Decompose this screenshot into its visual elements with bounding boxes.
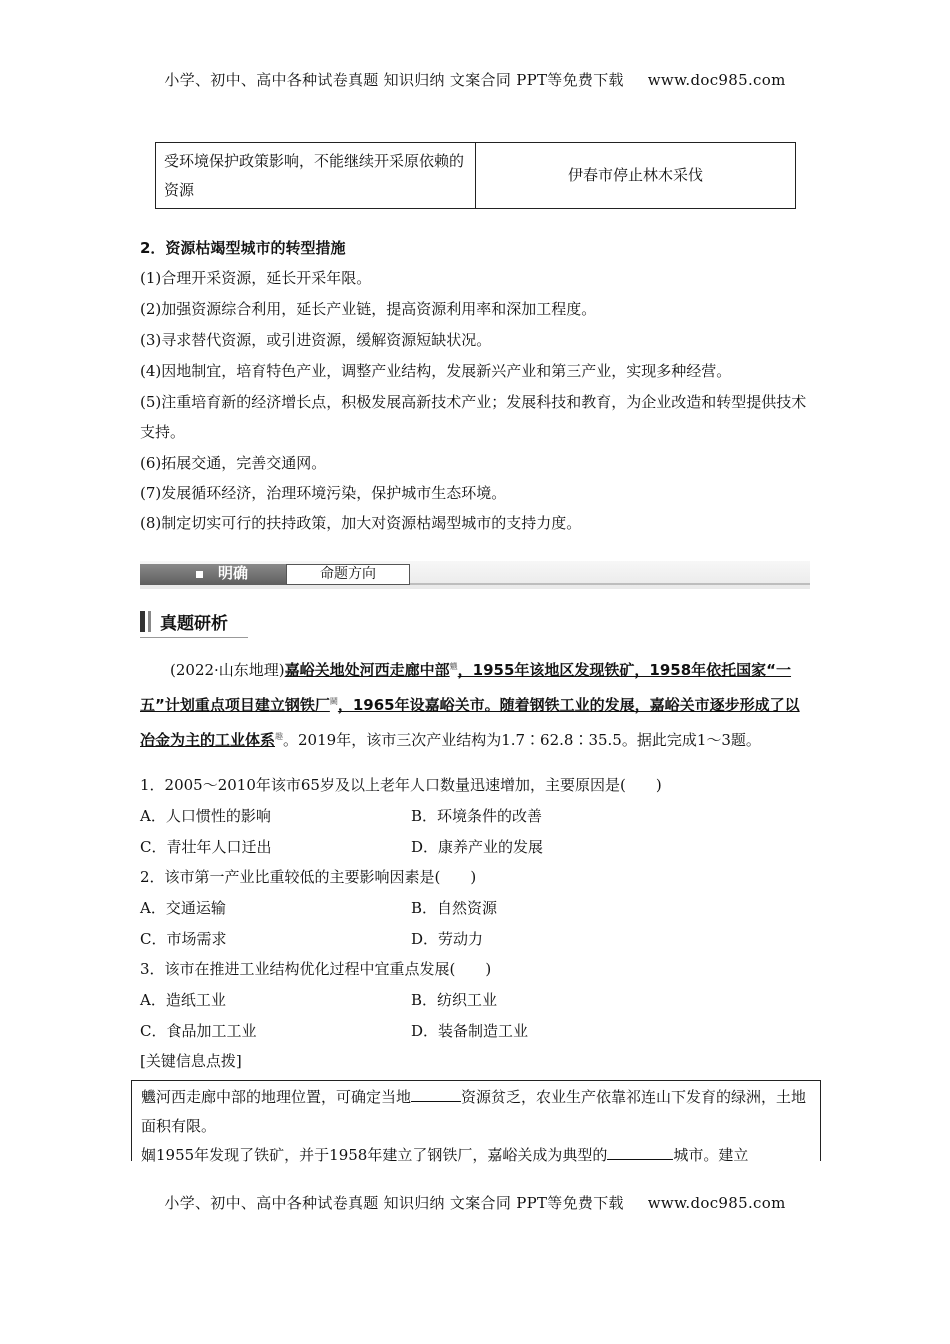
fill-blank[interactable] [607, 1141, 673, 1160]
option-a[interactable]: A．造纸工业 [140, 991, 226, 1009]
option-b[interactable]: B．纺织工业 [411, 991, 498, 1009]
page-footer [0, 1192, 950, 1213]
key-info-heading: [关键信息点拨] [140, 1052, 242, 1070]
section-banner [140, 561, 810, 589]
question-stem: 1．2005～2010年该市65岁及以上老年人口数量迅速增加，主要原因是( ) [140, 776, 662, 794]
title-underline [140, 637, 248, 638]
option-a[interactable]: A．人口惯性的影响 [140, 807, 271, 825]
marker-2: 鬭 [329, 697, 338, 706]
table-cell-reason: 受环境保护政策影响，不能继续开采原依赖的资源 [156, 143, 476, 209]
measure-item: (2)加强资源综合利用，延长产业链，提高资源利用率和深加工程度。 [140, 300, 597, 318]
measure-item: (3)寻求替代资源，或引进资源，缓解资源短缺状况。 [140, 331, 492, 349]
key-info-text [141, 1083, 813, 1170]
question-intro [140, 651, 812, 756]
intro-part-3: ，1965年设嘉峪关市。随着钢铁工业的发展，嘉峪关市逐步形成了以冶金为主的工业体系 [140, 696, 800, 749]
intro-part-4: 。2019年，该市三次产业结构为1.7∶62.8∶35.5。据此完成1～3题。 [283, 731, 761, 749]
option-a[interactable]: A．交通运输 [140, 899, 226, 917]
option-c[interactable]: C．青壮年人口迁出 [140, 838, 272, 856]
section-title-text: 真题研析 [160, 614, 228, 634]
page-header [0, 69, 950, 90]
key-line2-a: 婟1955年发现了铁矿，并于1958年建立了钢铁厂，嘉峪关成为典型的 [141, 1146, 608, 1164]
measure-item: (8)制定切实可行的扶持政策，加大对资源枯竭型城市的支持力度。 [140, 514, 582, 532]
measure-item: (6)拓展交通，完善交通网。 [140, 454, 327, 472]
fill-blank[interactable] [411, 1083, 461, 1102]
question-stem: 3．该市在推进工业结构优化过程中宜重点发展( ) [140, 960, 492, 978]
measures-title: 2．资源枯竭型城市的转型措施 [140, 239, 346, 257]
option-c[interactable]: C．食品加工工业 [140, 1022, 257, 1040]
key-line2-b: 城市。建立 [673, 1146, 749, 1164]
section-title [140, 609, 250, 635]
measure-item: (7)发展循环经济，治理环境污染，保护城市生态环境。 [140, 484, 507, 502]
header-text: 小学、初中、高中各种试卷真题 知识归纳 文案合同 PPT等免费下载 [164, 71, 624, 89]
header-url[interactable]: www.doc985.com [647, 71, 786, 89]
banner-dark-block [140, 564, 286, 585]
option-b[interactable]: B．环境条件的改善 [411, 807, 543, 825]
measure-item: (5)注重培育新的经济增长点，积极发展高新技术产业；发展科技和教育，为企业改造和转型提供技术支持。 [140, 393, 807, 441]
intro-source: (2022·山东地理) [170, 661, 285, 679]
banner-box: 命题方向 [286, 564, 410, 585]
key-line1-b: 资源贫乏，农业生产依靠祁连山下发育的绿洲，土地面积有限。 [141, 1088, 807, 1135]
banner-label: 明确 [218, 564, 249, 582]
option-d[interactable]: D．装备制造工业 [411, 1022, 529, 1040]
key-line1-a: 魕河西走廊中部的地理位置，可确定当地 [141, 1088, 412, 1106]
table-cell-example: 伊春市停止林木采伐 [476, 143, 796, 209]
measure-item: (1)合理开采资源，延长开采年限。 [140, 269, 372, 287]
key-info-box [131, 1080, 821, 1164]
table-row [156, 143, 796, 209]
question-stem: 2．该市第一产业比重较低的主要影响因素是( ) [140, 868, 477, 886]
option-c[interactable]: C．市场需求 [140, 930, 227, 948]
measure-item: (4)因地制宜，培育特色产业，调整产业结构，发展新兴产业和第三产业，实现多种经营。 [140, 362, 732, 380]
intro-part-1: 嘉峪关地处河西走廊中部 [284, 661, 450, 679]
banner-divider [410, 583, 810, 585]
option-b[interactable]: B．自然资源 [411, 899, 498, 917]
footer-url[interactable]: www.doc985.com [647, 1194, 786, 1212]
square-bullet-icon [196, 571, 203, 578]
marker-3: 趣 [275, 732, 284, 741]
marker-1: 魕 [449, 662, 458, 671]
title-bar-icon [140, 611, 145, 632]
intro-part-2: ，1955年该地区发现铁矿，1958年依托国家“一五”计划重点项目建立钢铁厂 [140, 661, 792, 714]
option-d[interactable]: D．康养产业的发展 [411, 838, 544, 856]
option-d[interactable]: D．劳动力 [411, 930, 484, 948]
footer-text: 小学、初中、高中各种试卷真题 知识归纳 文案合同 PPT等免费下载 [164, 1194, 624, 1212]
resource-table [155, 142, 796, 209]
